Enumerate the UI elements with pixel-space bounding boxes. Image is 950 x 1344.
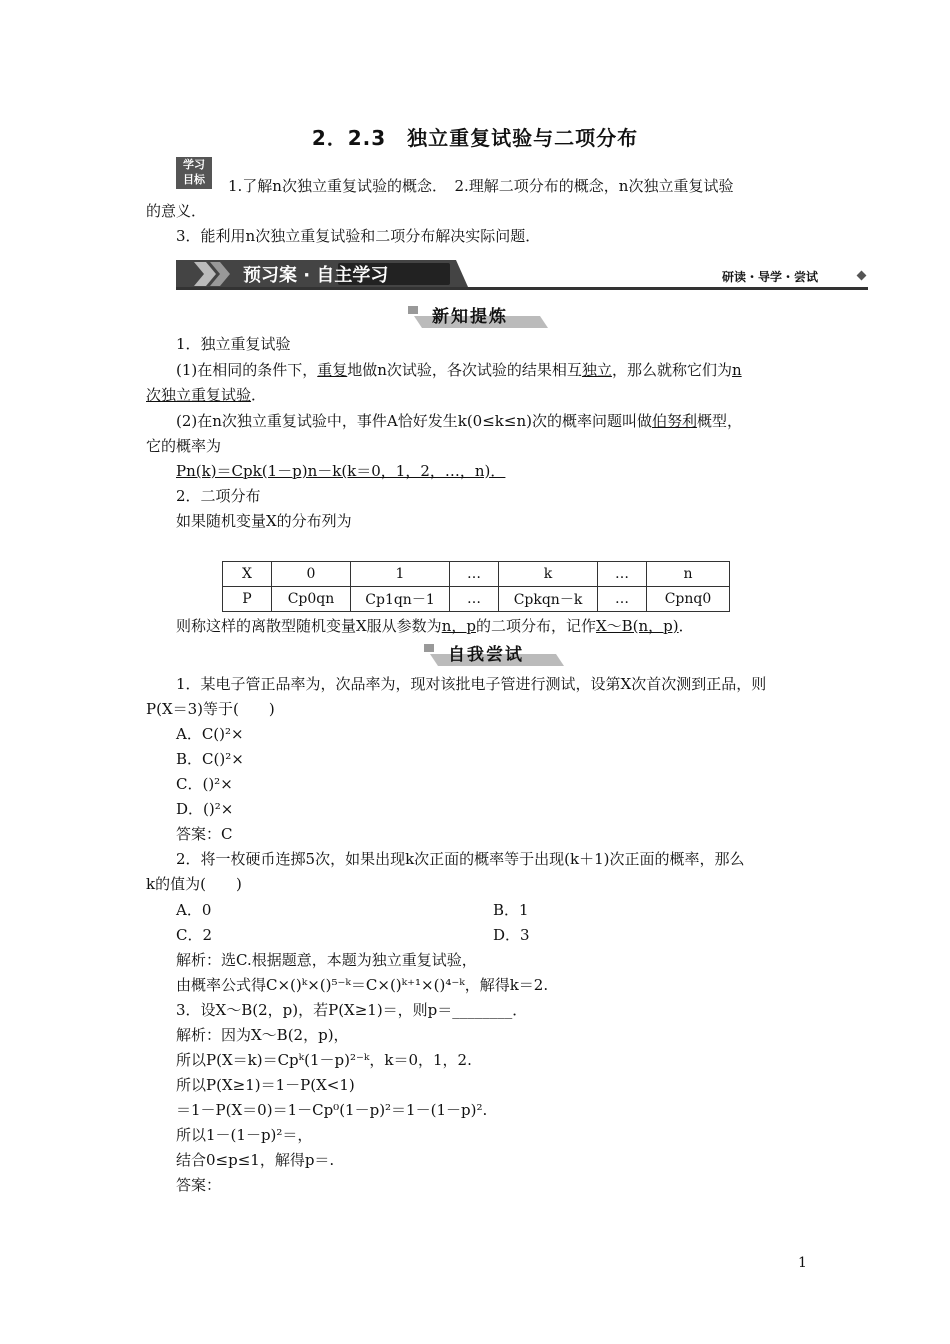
paragraph-2-cont: 它的概率为	[146, 437, 222, 455]
table-cell: Cpkqn－k	[499, 587, 598, 612]
blank-answer: 独立	[581, 361, 612, 379]
paragraph-2	[176, 411, 742, 431]
banner-right-text: 研读・导学・尝试	[722, 270, 819, 284]
question-2-solution-2: 由概率公式得C×()ᵏ×()⁵⁻ᵏ＝C×()ᵏ⁺¹×()⁴⁻ᵏ，解得k＝2.	[176, 976, 549, 994]
binomial-formula: Pn(k)＝Cpk(1－p)n－k(k＝0，1，2，…，n)．	[176, 462, 506, 480]
learning-goal-badge	[176, 157, 212, 189]
blank-answer: n	[731, 361, 742, 379]
question-3-text: 3．设X～B(2，p)，若P(X≥1)＝，则p＝________．	[176, 1001, 528, 1019]
question-2-option-b: B．1	[493, 901, 529, 919]
question-1-option-c: C．()²×	[176, 775, 233, 793]
blank-answer: n，p	[441, 617, 476, 635]
table-cell: 0	[272, 562, 351, 587]
text: 则称这样的离散型随机变量X服从参数为	[176, 617, 442, 635]
paragraph-3: 如果随机变量X的分布列为	[176, 512, 352, 530]
question-2-text-cont: k的值为( )	[146, 875, 242, 893]
table-cell: 1	[351, 562, 450, 587]
text: 地做n次试验，各次试验的结果相互	[347, 361, 582, 379]
question-1-option-b: B．C()²×	[176, 750, 244, 768]
question-1-answer: 答案：C	[176, 825, 233, 843]
table-row	[223, 587, 730, 612]
question-2-option-a: A．0	[176, 901, 212, 919]
question-1-option-d: D．()²×	[176, 800, 234, 818]
paragraph-1-cont	[146, 385, 266, 405]
blank-answer: 次独立重复试验	[146, 386, 252, 404]
question-2-solution-1: 解析：选C.根据题意，本题为独立重复试验，	[176, 951, 477, 969]
banner-left2-text: 自主学习	[316, 265, 389, 286]
badge-top-text: 学习	[183, 158, 205, 171]
diamond-icon	[857, 271, 867, 281]
text: (2)在n次独立重复试验中，事件A恰好发生k(0≤k≤n)次的概率问题叫做	[176, 412, 652, 430]
goal-line-3: 3．能利用n次独立重复试验和二项分布解决实际问题．	[176, 227, 541, 245]
blank-answer: X～B(n，p)	[595, 617, 679, 635]
question-3-solution-4: ＝1－P(X＝0)＝1－Cp⁰(1－p)²＝1－(1－p)².	[176, 1101, 488, 1119]
question-3-solution-1: 解析：因为X～B(2，p)，	[176, 1026, 349, 1044]
question-2-option-c: C．2	[176, 926, 213, 944]
question-3-solution-3: 所以P(X≥1)＝1－P(X<1)	[176, 1076, 355, 1094]
question-3-answer: 答案：	[176, 1176, 222, 1194]
question-1-text-cont: P(X＝3)等于( )	[146, 700, 275, 718]
table-cell: …	[598, 587, 647, 612]
question-3-solution-5: 所以1－(1－p)²＝，	[176, 1126, 313, 1144]
question-1-option-a: A．C()²×	[176, 725, 244, 743]
table-cell: Cp0qn	[272, 587, 351, 612]
section-heading-self-try	[424, 640, 564, 664]
section-heading-text: 新知提炼	[432, 307, 508, 327]
question-2-option-d: D．3	[493, 926, 530, 944]
banner-left-text: 预习案	[243, 265, 297, 286]
text: 的二项分布，记作	[475, 617, 596, 635]
heading-binomial: 2．二项分布	[176, 487, 261, 505]
paragraph-4	[176, 616, 694, 636]
question-1-text: 1．某电子管正品率为，次品率为，现对该批电子管进行测试，设第X次首次测到正品，则	[176, 675, 767, 693]
question-2-text: 2．将一枚硬币连掷5次，如果出现k次正面的概率等于出现(k＋1)次正面的概率，那么	[176, 850, 745, 868]
banner-title	[243, 261, 388, 287]
table-row	[223, 562, 730, 587]
heading-independent-trials: 1．独立重复试验	[176, 335, 291, 353]
table-cell: Cpnq0	[647, 587, 730, 612]
blank-answer: 伯努利	[651, 412, 697, 430]
banner-dot: ·	[303, 265, 317, 286]
text: ．	[251, 386, 267, 404]
page-title: 2．2.3 独立重复试验与二项分布	[311, 126, 639, 150]
distribution-table	[222, 561, 730, 612]
badge-bottom-text: 目标	[183, 173, 205, 186]
text: (1)在相同的条件下，	[176, 361, 318, 379]
table-cell: P	[223, 587, 272, 612]
goal-line-1: 1.了解n次独立重复试验的概念． 2.理解二项分布的概念，n次独立重复试验	[228, 177, 734, 195]
table-cell: Cp1qn－1	[351, 587, 450, 612]
text: ，那么就称它们为	[611, 361, 732, 379]
goal-line-2: 的意义．	[146, 202, 207, 220]
text: ．	[678, 617, 694, 635]
table-cell: X	[223, 562, 272, 587]
page-number: 1	[798, 1255, 807, 1271]
question-3-solution-6: 结合0≤p≤1，解得p＝.	[176, 1151, 335, 1169]
table-cell: n	[647, 562, 730, 587]
text: 概型，	[696, 412, 742, 430]
section-heading-text: 自我尝试	[448, 645, 524, 665]
table-cell: k	[499, 562, 598, 587]
blank-answer: 重复	[317, 361, 348, 379]
section-heading-new-knowledge	[408, 302, 548, 326]
table-cell: …	[450, 562, 499, 587]
table-cell: …	[598, 562, 647, 587]
table-cell: …	[450, 587, 499, 612]
question-3-solution-2: 所以P(X＝k)＝Cpᵏ(1－p)²⁻ᵏ，k＝0，1，2.	[176, 1051, 472, 1069]
paragraph-1	[176, 360, 742, 380]
